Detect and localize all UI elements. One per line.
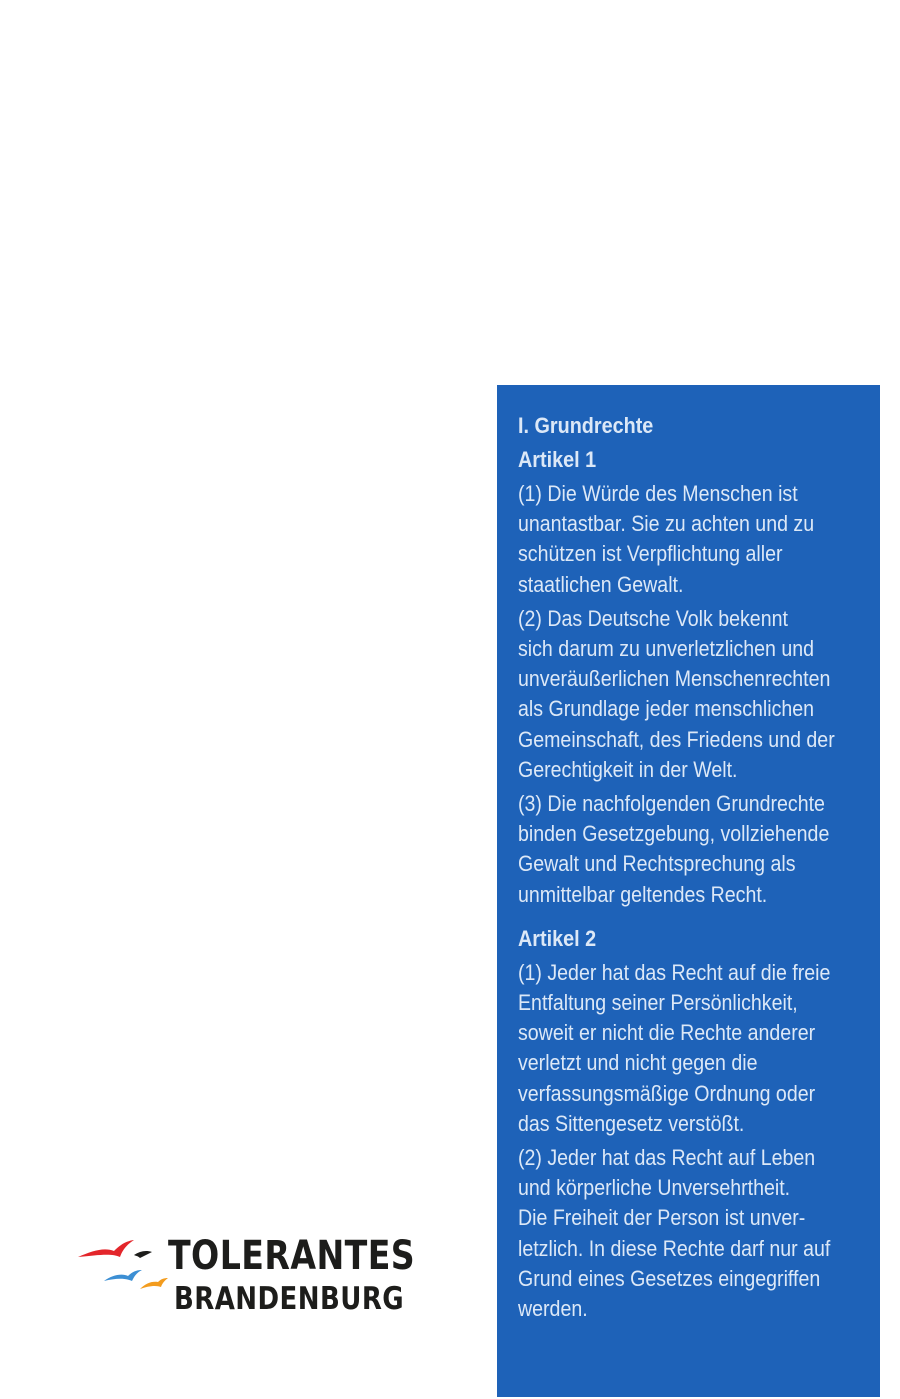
article-1-paragraph-3: (3) Die nachfolgenden Grundrechte binden Gesetzgebung, vollziehende Gewalt und Rechtsprechung als unmittelbar geltendes Recht.: [518, 791, 830, 907]
grundrechte-panel: [497, 385, 880, 1397]
orange-bird-icon: [140, 1278, 168, 1289]
tolerantes-brandenburg-logo: [70, 1225, 455, 1325]
article-1-paragraph-1: (1) Die Würde des Menschen ist unantastbar. Sie zu achten und zu schützen ist Verpflichtung aller staatlichen Gewalt.: [518, 481, 815, 597]
black-bird-icon: [134, 1251, 152, 1258]
section-title: I. Grundrechte: [518, 413, 654, 438]
logo-line-2: BRANDENBURG: [174, 1281, 405, 1317]
article-2-paragraph-1: (1) Jeder hat das Recht auf die freie Entfaltung seiner Persönlichkeit, soweit er nicht die Rechte anderer verletzt und nicht gegen die verfassungsmäßige Ordnung oder das Sittengesetz verstößt.: [518, 959, 831, 1136]
article-1-paragraph-2: (2) Das Deutsche Volk bekennt sich darum zu unverletzlichen und unveräußerlichen Menschenrechten als Grundlage jeder menschlichen Gemeinschaft, des Friedens und der Gerechtigkeit in der Welt.: [518, 605, 835, 782]
article-1-title: Artikel 1: [518, 447, 597, 472]
blue-bird-icon: [104, 1270, 142, 1281]
flying-birds-icon: [70, 1225, 170, 1325]
article-2-paragraph-2: (2) Jeder hat das Recht auf Leben und körperliche Unversehrtheit. Die Freiheit der Person ist unver- letzlich. In diese Rechte darf nur auf Grund eines Gesetzes eingegriffen werden.: [518, 1145, 831, 1322]
article-2-title: Artikel 2: [518, 925, 597, 951]
red-bird-icon: [78, 1240, 134, 1257]
spacer: [518, 914, 858, 924]
logo-line-1: TOLERANTES: [168, 1233, 416, 1279]
